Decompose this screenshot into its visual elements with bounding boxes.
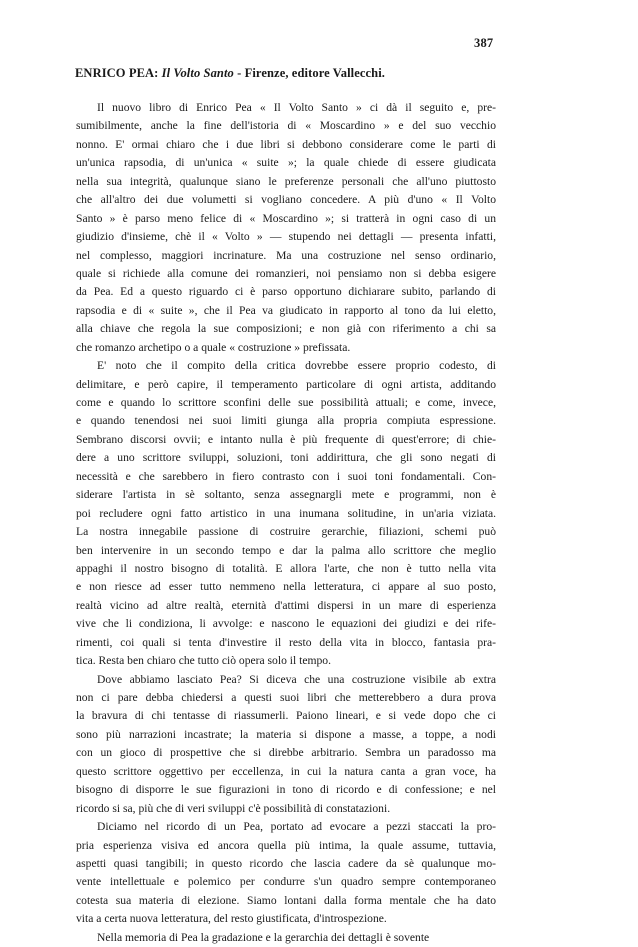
- text-line: un'unica rapsodia, di un'unica « suite »; la quale chiede di essere giudicata: [76, 156, 496, 170]
- text-line: rimenti, coi quali si tenta d'investire il resto della vita in blocco, fantasia pra-: [76, 635, 496, 649]
- text-line: giudizio d'insieme, chè il « Volto » — stupendo nei dettagli — presenta infatti,: [76, 230, 496, 244]
- text-line: e non riesce ad esser tutto nemmeno nella letteratura, ci appare al suo posto,: [76, 580, 496, 594]
- heading-book-title: Il Volto Santo: [161, 66, 234, 80]
- text-line: sono più narrazioni incastrate; la materia si dispone a masse, a toppe, a nodi: [76, 727, 496, 741]
- heading-publisher: - Firenze, editore Vallecchi.: [237, 66, 386, 80]
- text-line: nel complesso, maggiori incrinature. Ma una costruzione nel senso ordinario,: [76, 248, 496, 262]
- review-body: [76, 99, 496, 947]
- text-line: Santo » è parso meno felice di « Moscardino »; si tratterà in ogni caso di un: [76, 211, 496, 225]
- text-line: ben intervenire in un secondo tempo e dar la palma allo scrittore che meglio: [76, 543, 496, 557]
- review-heading: [75, 66, 385, 81]
- text-line: tica. Resta ben chiaro che tutto ciò opera solo il tempo.: [76, 654, 331, 668]
- paragraph: [76, 671, 496, 819]
- text-line: realtà vicino ad altre realtà, eternità d'attimi dispersi in un mare di esperienza: [76, 598, 496, 612]
- text-line: sumibilmente, anche la fine dell'istoria di « Moscardino » e del suo vecchio: [76, 119, 496, 133]
- text-line: con un gioco di prospettive che si direbbe arbitrario. Sembra un paradosso ma: [76, 746, 496, 760]
- text-line: ricordo si sa, più che di veri sviluppi c'è possibilità di constatazioni.: [76, 801, 391, 815]
- text-line: siderare l'artista in sè soltanto, senza assegnargli mete e programmi, non è: [76, 488, 496, 502]
- text-line: questo scrittore oggettivo per eccellenza, in cui la natura canta a gran voce, ha: [76, 764, 496, 778]
- text-line: dere a uno scrittore sviluppi, soluzioni, toni addirittura, che gli sono negati di: [76, 451, 496, 465]
- text-line: che all'altro dei due volumetti si vogliano concedere. A più d'uno « Il Volto: [76, 193, 496, 207]
- text-line: Dove abbiamo lasciato Pea? Si diceva che una costruzione visibile ab extra: [97, 672, 496, 686]
- paragraph: [76, 357, 496, 670]
- text-line: pria esperienza visiva ed ancora quella più intima, la quale assume, tuttavia,: [76, 838, 496, 852]
- text-line: quale si richiede alla comune dei romanzieri, noi pensiamo non si debba esigere: [76, 266, 496, 280]
- text-line: Nella memoria di Pea la gradazione e la gerarchia dei dettagli è sovente: [97, 930, 430, 944]
- text-line: Diciamo nel ricordo di un Pea, portato ad evocare a pezzi staccati la pro-: [97, 820, 496, 834]
- text-line: Il nuovo libro di Enrico Pea « Il Volto Santo » ci dà il seguito e, pre-: [97, 101, 496, 114]
- paragraph: [76, 99, 496, 357]
- text-line: Sembrano discorsi ovvii; e intanto nulla è più frequente di quest'errore; di chie-: [76, 432, 496, 446]
- text-line: da Pea. Ed a questo riguardo ci è parso opportuno dichiarare subito, parlando di: [76, 285, 496, 299]
- text-line: vive che li condiziona, li avvolge: e nascono le equazioni dei giudizi e dei rife-: [76, 617, 496, 631]
- text-line: La nostra innegabile passione di costruire gerarchie, filiazioni, schemi può: [76, 525, 496, 539]
- paragraph: [76, 929, 496, 947]
- text-line: poi recludere ogni fatto artistico in una inumana solitudine, in un'aria viziata.: [76, 506, 496, 520]
- text-line: nella sua integrità, qualunque siano le preferenze personali che all'uno piuttosto: [76, 174, 496, 188]
- text-line: che romanzo archetipo o a quale « costruzione » prefissata.: [76, 340, 351, 354]
- text-line: vita a certa nuova letteratura, del resto giustificata, d'introspezione.: [76, 912, 387, 926]
- text-line: la bravura di chi tentasse di riassumerli. Paiono lineari, e si vede dopo che ci: [76, 709, 496, 723]
- paragraph: [76, 818, 496, 929]
- text-line: aspetti quasi tangibili; in questo ricordo che lascia cadere da sè qualunque mo-: [76, 856, 496, 870]
- text-line: E' noto che il compito della critica dovrebbe essere proprio codesto, di: [97, 359, 496, 373]
- text-line: alla chiave che regola la sue composizioni; e non già con riferimento a chi sa: [76, 322, 496, 336]
- text-line: non ci pare debba chiedersi a questi suoi libri che metterebbero a dura prova: [76, 691, 496, 704]
- text-line: cotesta sua materia di elezione. Siamo lontani dalla forma mentale che ha dato: [76, 893, 496, 907]
- text-line: necessità e che sarebbero in fiero contrasto con i suoi toni fondamentali. Con-: [76, 469, 496, 483]
- text-line: delimitare, e però capire, il temperamento particolare di ogni artista, additando: [76, 377, 496, 391]
- text-line: nonno. E' ormai chiaro che i due libri si debbono considerare come le parti di: [76, 137, 496, 151]
- text-line: vente intellettuale e polemico per condurre s'un quadro sempre contemporaneo: [76, 875, 496, 889]
- text-line: come e quando lo scrittore sconfini delle sue possibilità attuali; e come, invece,: [76, 396, 496, 409]
- page-number: 387: [474, 36, 494, 50]
- text-line: bisogno di disporre le sue figurazioni in tono di ricordo e di confessione; e nel: [76, 783, 496, 797]
- heading-author: ENRICO PEA:: [75, 66, 159, 80]
- text-line: appaghi il nostro bisogno di totalità. E allora l'arte, che non è tutto nella vita: [76, 561, 496, 575]
- text-line: e quando tenendosi nei suoi limiti giunga alla propria compiuta espressione.: [76, 414, 496, 428]
- text-line: rapsodia e di « suite », che il Pea va giudicato in rapporto al tono da lui eletto,: [76, 303, 496, 317]
